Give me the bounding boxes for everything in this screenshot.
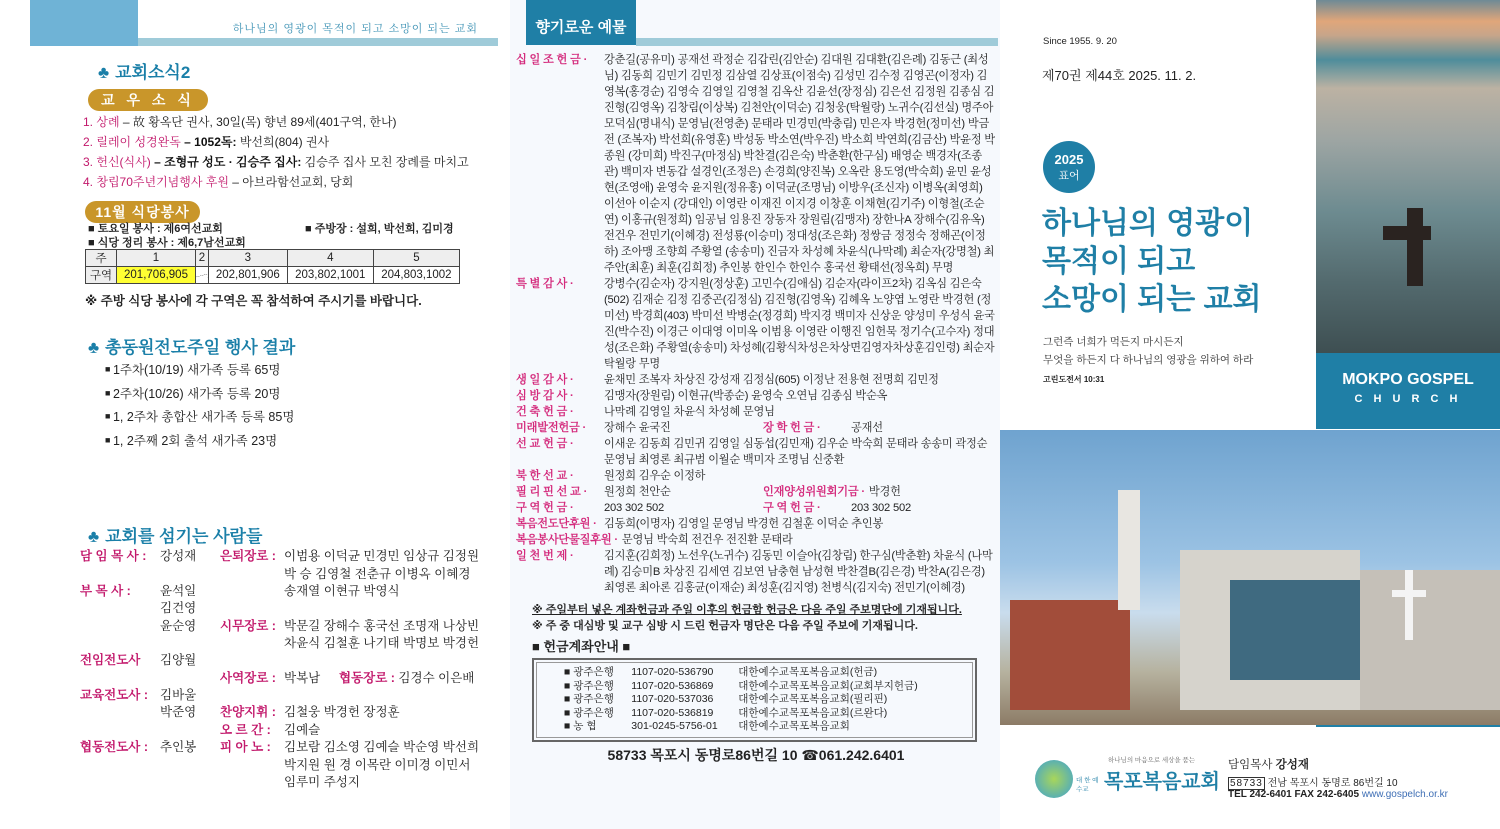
offering-pair-row — [516, 500, 996, 516]
header-block — [30, 0, 138, 46]
meal-table — [85, 249, 460, 284]
news-item: 1. 상례 – 故 황옥단 권사, 30일(목) 향년 89세(401구역, 한나) — [83, 115, 397, 129]
pastor-line: 담임목사 강성재 — [1228, 759, 1309, 771]
cross-beach-photo — [1316, 0, 1500, 353]
offerings-content — [516, 52, 996, 765]
offering-names: 김맹자(장원림) 이현규(박종순) 윤영숙 오연님 김종심 박순옥 — [604, 390, 888, 402]
offering-names: 203 302 502 — [604, 502, 665, 514]
offering-label: 심 방 감 사 · — [516, 390, 574, 402]
meal-pill: 11월 식당봉사 — [85, 201, 200, 223]
building-glass — [1230, 580, 1360, 680]
accounts-title: ■ 헌금계좌안내 ■ — [532, 639, 631, 654]
slogan: 하나님의 영광이 목적이 되고 소망이 되는 교회 — [1042, 207, 1262, 316]
offering-pair-row — [516, 420, 996, 436]
club-icon: ♣ — [88, 527, 100, 546]
account-row: ■ 농 협 301-0245-5756-01 대한예수교목포복음교회 — [564, 720, 850, 733]
cross-bar — [1392, 590, 1426, 597]
accounts-box — [532, 658, 977, 742]
offering-label: 건 축 헌 금 · — [516, 406, 574, 418]
divider — [1316, 725, 1500, 727]
left-page — [30, 0, 498, 829]
offering-label: 필 리 핀 선 교 · — [516, 486, 588, 498]
offering-names: 장해수 윤국진 — [604, 422, 671, 434]
offering-notes — [532, 602, 996, 655]
staff-title: ♣ 교회를 섬기는 사람들 — [88, 527, 263, 546]
offerings-list — [516, 52, 996, 596]
offering-names: 박경헌 — [868, 486, 901, 498]
table-header-row: 주 1 2 3 4 5 — [86, 250, 460, 267]
offering-label: 일 천 번 제 · — [516, 550, 574, 562]
offering-row — [516, 532, 996, 548]
logo-tagline: 하나님의 마음으로 세상을 품는 — [1108, 757, 1196, 764]
meal-notice: ※ 주방 식당 봉사에 각 구역은 꼭 참석하여 주시기를 바랍니다. — [85, 294, 422, 308]
account-row: ■ 광주은행 1107-020-536819 대한예수교목포복음교회(르완다) — [564, 706, 888, 719]
offering-label: 복음봉사단물질후원 · — [516, 534, 618, 546]
motto-badge: 2025 표어 — [1043, 141, 1095, 193]
logo-prefix: 대 한 예수교 — [1076, 777, 1099, 793]
building-wing — [1010, 600, 1130, 710]
staff-right-column: 은퇴장로 : 이범용 이덕균 민경민 임상규 김정원 박 승 김영철 전춘규 이병옥 이혜경 송재열 이현규 박영식 시무장로 : 박문길 장해수 홍국선 조명재 나상빈 차윤식 김철훈 나기태 박명보 박경헌 사역장로 : 박복남 협동장로 : 김경수 이은배 찬양지휘 : 김철웅 박경헌 장정훈 오 르 간 : 김예슬 피 아 노 : 김보람 김소영 김예슬 박순영 박선희 박지원 원 경 이목란 이미경 이민서 임루미 주성지 — [220, 549, 480, 789]
church-address: 58733 목포시 동명로86번길 10 ☎061.242.6401 — [607, 746, 905, 763]
news-item: 4. 창립70주년기념행사 후원 – 아브라함선교회, 당회 — [83, 175, 354, 189]
cross-icon — [1407, 208, 1423, 286]
offering-label: 십 일 조 헌 금 · — [516, 54, 588, 66]
meal-kitchen: ■ 주방장 : 설희, 박선희, 김미경 — [305, 223, 454, 235]
offering-row — [516, 404, 996, 420]
offering-label: 인재양성위원회기금 · — [763, 486, 865, 498]
since-date: Since 1955. 9. 20 — [1043, 36, 1117, 47]
offering-row — [516, 388, 996, 404]
offering-names: 김동희(이명자) 김영일 문영님 박경헌 김철훈 이덕순 추인봉 — [604, 518, 884, 530]
issue-number: 제70권 제44호 2025. 11. 2. — [1042, 68, 1197, 83]
offering-label: 생 일 감 사 · — [516, 374, 574, 386]
offering-label: 구 역 헌 금 · — [763, 502, 821, 514]
cross-bar — [1383, 226, 1431, 240]
header-motto: 하나님의 영광이 목적이 되고 소망이 되는 교회 — [232, 23, 478, 35]
cover-page — [1000, 0, 1500, 829]
offering-row — [516, 372, 996, 388]
contact-line: TEL 242-6401 FAX 242-6405 www.gospelch.or.kr — [1228, 789, 1448, 800]
evangelism-title: ♣ 총동원전도주일 행사 결과 — [88, 338, 296, 357]
scripture-ref: 고린도전서 10:31 — [1043, 375, 1105, 384]
club-icon: ♣ — [88, 338, 100, 357]
offering-row — [516, 516, 996, 532]
offering-names: 강병수(김순자) 강지원(정상훈) 고민수(김애심) 김순자(라이프2차) 김옥심 김은숙(502) 김재순 김정 김중곤(김정심) 김진형(김영옥) 김혜옥 노양엽 노영란 박경헌 (정미선) 박경희(403) 박미선 박병순(정경희) 박지경 백미자 신상운 양성미 우성식 윤국진(박수진) 이경근 이대영 이미옥 이범용 이영란 이행진 임헌묵 정기수(고수자) 정대성(조은화) 주황열(송송미) 차성혜(김황식차성은차상면김영자차상훈김인령) 최순자 탁월랑 무명 — [604, 278, 995, 370]
offering-label: 특 별 감 사 · — [516, 278, 574, 290]
account-row: ■ 광주은행 1107-020-536790 대한예수교목포복음교회(헌금) — [564, 666, 878, 678]
offering-names: 문영님 박숙희 전건우 전진환 문태라 — [621, 534, 793, 546]
club-icon: ♣ — [98, 63, 110, 82]
church-building-photo — [1000, 430, 1500, 725]
news-item: 2. 릴레이 성경완독 – 1052독: 박선희(804) 권사 — [83, 135, 330, 149]
cover-address: 58733 전남 목포시 동명로 86번길 10 — [1230, 778, 1398, 789]
offering-row — [516, 468, 996, 484]
account-row: ■ 광주은행 1107-020-536869 대한예수교목포복음교회(교회부지헌금) — [564, 679, 918, 692]
staff-left-column: 담 임 목 사 : 강성재 부 목 사 : 윤석일 김건영 윤순영 전임전도사 김양월 교육전도사 : 김바울 박준영 협동전도사 : 추인봉 — [80, 549, 197, 754]
offering-label: 장 학 헌 금 · — [763, 422, 821, 434]
list-item: ■ 1, 2주차 총합산 새가족 등록 85명 — [105, 405, 294, 429]
building-right — [1360, 570, 1500, 710]
note: ※ 주 중 대심방 및 교구 심방 시 드린 헌금자 명단은 다음 주일 주보에 기재됩니다. — [532, 620, 918, 632]
offering-pair-row — [516, 484, 996, 500]
cross-icon — [1405, 570, 1413, 640]
offering-names: 원정희 천안순 — [604, 486, 671, 498]
offering-names: 이새운 김동희 김민귀 김영일 심동섭(김민재) 김우순 박숙희 문태라 송송미 곽정순 문영님 최영론 최규범 이월순 백미자 조명님 신중환 — [604, 438, 988, 466]
news-title: ♣ 교회소식2 — [98, 63, 191, 82]
offering-names: 공재선 — [851, 422, 883, 434]
news-item: 3. 헌신(식사) – 조형규 성도 · 김승주 집사: 김승주 집사 모친 장례를 마치고 — [83, 155, 469, 169]
offering-row — [516, 436, 996, 468]
offering-row — [516, 276, 996, 372]
offering-label: 미래발전헌금 · — [516, 422, 587, 434]
offering-names: 윤채민 조복자 차상진 강성재 김정심(605) 이정난 전용현 전명희 김민정 — [604, 374, 939, 386]
offering-names: 김지훈(김희정) 노선우(노귀수) 김동민 이슬아(김창림) 한구심(박춘환) 차윤식 (나막례) 김승미B 차상진 김세연 김보연 남충현 남성현 박찬결B(김은경) 박찬A(김은경) 최영론 최아론 김홍균(이재순) 최성훈(김지영) 천병식(김지숙) 전민기(이혜경) — [604, 550, 993, 594]
offering-names: 강춘길(공유미) 공재선 곽정순 김갑린(김안순) 김대원 김대환(김은례) 김동근 (최성님) 김동희 김민기 김민정 김삼열 김상표(이점숙) 김성민 김수정 김영곤(이정자) 김영복(홍경순) 김영숙 김영일 김영철 김옥산 김윤선(장정심) 김은선 김정원 김종심 김진형(김영옥) 김창림(이상복) 김천안(이덕순) 김청웅(탁월랑) 노귀수(김선실) 명주아 모덕심(명내식) 문영님(전영춘) 문태라 민경민(박충림) 민은자 박경헌(정미선) 박금전 (조복자) 박선희(유영훈) 박성동 박소연(박우진) 박소희 박연희(김금산) 박윤정 박종원 (강미희) 박진구(마정심) 박찬결(김은숙) 박춘환(한구심) 배영순 백경자(조종관) 백미자 변동갑 설경인(조정은) 손경희(양진복) 오옥란 용도영(박숙희) 윤민 윤성현(조영애) 윤영숙 윤지원(정유홍) 이덕균(조명님) 이방우(조신자) 이병옥(최영희) 이선아 이순지 (강대인) 이영란 이재진 이지경 이창훈 이채현(김기주) 이형철(조순연) 이홍규(원정희) 임공님 임용진 장동자 장원림(김맹자) 장한나A 장해수(김유옥) 전건우 전민기(이혜경) 전성룡(이승미) 정대성(조은화) 정쌍금 정정숙 정해곤(이정하) 조아맹 조향희 주황열 (송송미) 진금자 차성혜 차윤식(나막례) 최순자(강명철) 최주안(최훈) 최훈(김희정) 추인봉 한인수 한인수 홍국선 황태선(정옥희) 무명 — [604, 54, 995, 274]
offering-names: 나막례 김영일 차윤식 차성혜 문영님 — [604, 406, 775, 418]
evangelism-list — [105, 358, 294, 452]
offering-label: 북 한 선 교 · — [516, 470, 574, 482]
offering-row — [516, 548, 996, 596]
header-band — [636, 38, 998, 46]
header-band — [138, 38, 498, 46]
members-news-list — [83, 112, 503, 192]
note: ※ 주일부터 넣은 계좌헌금과 주일 이후의 헌금함 헌금은 다음 주일 주보명단에 기재됩니다. — [532, 604, 962, 616]
church-logo-icon — [1035, 760, 1073, 798]
list-item: ■ 1주차(10/19) 새가족 등록 65명 — [105, 358, 294, 382]
meal-saturday: ■ 토요일 봉사 : 제6여선교회 — [88, 223, 223, 235]
offering-names: 203 302 502 — [851, 502, 912, 514]
offerings-tab: 향기로운 예물 — [526, 0, 636, 45]
offering-row — [516, 52, 996, 276]
members-news-pill: 교 우 소 식 — [88, 89, 208, 111]
logo-name: 목포복음교회 — [1104, 771, 1220, 793]
meal-cleanup: ■ 식당 정리 봉사 : 제6,7남선교회 — [88, 237, 246, 249]
account-row: ■ 광주은행 1107-020-537036 대한예수교목포복음교회(필리핀) — [564, 693, 888, 706]
list-item: ■ 1, 2주째 2회 출석 새가족 23명 — [105, 429, 294, 453]
list-item: ■ 2주차(10/26) 새가족 등록 20명 — [105, 382, 294, 406]
brand-box: MOKPO GOSPEL C H U R C H — [1316, 353, 1500, 429]
table-row: 구역 201,706,905 202,801,906 203,802,1001 204,803,1002 — [86, 267, 460, 284]
offering-label: 복음전도단후원 · — [516, 518, 597, 530]
offering-label: 선 교 헌 금 · — [516, 438, 574, 450]
offering-names: 원정희 김우순 이정하 — [604, 470, 706, 482]
website-link[interactable]: www.gospelch.or.kr — [1361, 789, 1448, 800]
offering-label: 구 역 헌 금 · — [516, 502, 574, 514]
offerings-page — [510, 0, 1000, 829]
scripture-verse: 그런즉 너희가 먹든지 마시든지 무엇을 하든지 다 하나님의 영광을 위하여 하라 — [1043, 336, 1254, 366]
building-tower — [1118, 490, 1140, 610]
